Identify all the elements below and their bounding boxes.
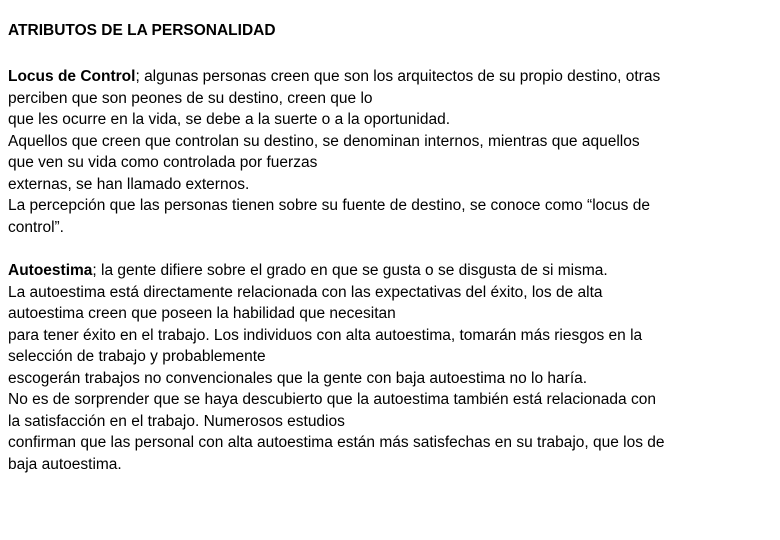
page-title: ATRIBUTOS DE LA PERSONALIDAD <box>8 22 276 39</box>
paragraph-line: externas, se han llamado externos. <box>8 175 250 193</box>
section-autoestima <box>8 260 776 475</box>
line-text: ; la gente difiere sobre el grado en que se gusta o se disgusta de si misma. <box>92 262 608 279</box>
paragraph-line: Aquellos que creen que controlan su destino, se denominan internos, mientras que aquellos <box>8 132 640 150</box>
paragraph-line: La percepción que las personas tienen sobre su fuente de destino, se conoce como “locus de <box>8 197 650 214</box>
paragraph-line: La autoestima está directamente relacionada con las expectativas del éxito, los de alta <box>8 283 603 301</box>
paragraph-line: para tener éxito en el trabajo. Los individuos con alta autoestima, tomarán más riesgos en la <box>8 326 643 344</box>
term-locus-de-control: Locus de Control <box>8 68 136 85</box>
paragraph-line: que les ocurre en la vida, se debe a la suerte o a la oportunidad. <box>8 111 451 128</box>
paragraph-line <box>8 260 776 282</box>
section-locus-de-control <box>8 66 776 238</box>
paragraph-line: la satisfacción en el trabajo. Numerosos estudios <box>8 412 345 430</box>
paragraph-line: selección de trabajo y probablemente <box>8 348 266 365</box>
paragraph-line: confirman que las personal con alta autoestima están más satisfechas en su trabajo, que los de <box>8 434 665 451</box>
paragraph-line: control”. <box>8 218 64 236</box>
paragraph-line: escogerán trabajos no convencionales que la gente con baja autoestima no lo haría. <box>8 369 588 387</box>
line-text: ; algunas personas creen que son los arquitectos de su propio destino, otras <box>135 68 661 85</box>
term-autoestima: Autoestima <box>8 262 93 279</box>
paragraph-line <box>8 66 776 88</box>
paragraph-line: que ven su vida como controlada por fuerzas <box>8 154 318 171</box>
paragraph-line: perciben que son peones de su destino, creen que lo <box>8 89 373 107</box>
paragraph-line: No es de sorprender que se haya descubierto que la autoestima también está relacionada con <box>8 391 656 408</box>
paragraph-line: autoestima creen que poseen la habilidad que necesitan <box>8 305 396 322</box>
paragraph-line: baja autoestima. <box>8 455 122 473</box>
